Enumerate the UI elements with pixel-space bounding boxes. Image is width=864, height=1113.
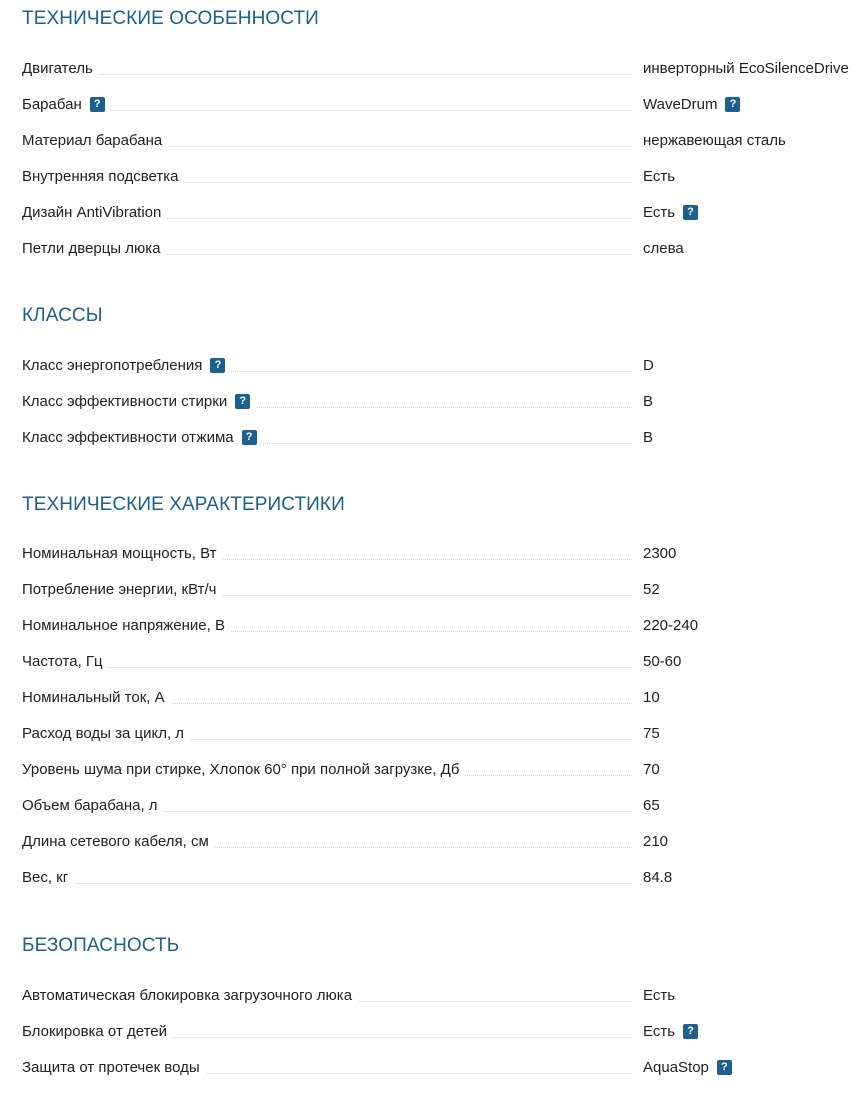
spec-value: 2300 bbox=[643, 545, 677, 562]
spec-label: Внутренняя подсветка bbox=[22, 159, 184, 195]
spec-label-text: Класс энергопотребления bbox=[22, 357, 203, 374]
spec-value: слева bbox=[643, 240, 684, 257]
spec-label: Номинальный ток, А bbox=[22, 680, 171, 716]
spec-value: Есть bbox=[643, 987, 676, 1004]
spec-value-text: AquaStop bbox=[643, 1059, 709, 1076]
spec-label-with-help bbox=[22, 348, 231, 384]
spec-row bbox=[0, 572, 864, 608]
spec-label: Расход воды за цикл, л bbox=[22, 716, 190, 752]
spec-value-with-help bbox=[643, 195, 698, 231]
spec-value-text: Есть bbox=[643, 1023, 676, 1040]
spec-row bbox=[0, 860, 864, 896]
section-technical-specs bbox=[0, 493, 864, 886]
spec-label: Двигатель bbox=[22, 51, 99, 87]
spec-label: Уровень шума при стирке, Хлопок 60° при полной загрузке, Дб bbox=[22, 752, 465, 788]
spec-row-door-hinges bbox=[0, 231, 864, 267]
help-icon[interactable]: ? bbox=[683, 1024, 698, 1039]
spec-label: Защита от протечек воды bbox=[22, 1050, 206, 1086]
section-title: КЛАССЫ bbox=[22, 305, 103, 326]
section-title: БЕЗОПАСНОСТЬ bbox=[22, 935, 180, 956]
spec-value: B bbox=[643, 393, 654, 410]
help-icon[interactable]: ? bbox=[90, 97, 105, 112]
section-title: ТЕХНИЧЕСКИЕ ХАРАКТЕРИСТИКИ bbox=[22, 494, 345, 515]
spec-value: 65 bbox=[643, 797, 660, 814]
spec-label: Петли дверцы люка bbox=[22, 231, 166, 267]
spec-label: Потребление энергии, кВт/ч bbox=[22, 572, 222, 608]
spec-row-spin-class bbox=[0, 420, 864, 456]
spec-row-child-lock bbox=[0, 1014, 864, 1050]
spec-row bbox=[0, 824, 864, 860]
spec-label-text: Барабан bbox=[22, 96, 82, 113]
spec-value: 70 bbox=[643, 761, 660, 778]
spec-value-text: Есть bbox=[643, 204, 676, 221]
spec-row-motor bbox=[0, 51, 864, 87]
spec-label-with-help bbox=[22, 384, 256, 420]
spec-value: 220-240 bbox=[643, 617, 699, 634]
help-icon[interactable]: ? bbox=[235, 394, 250, 409]
spec-row bbox=[0, 644, 864, 680]
spec-value: 210 bbox=[643, 833, 669, 850]
help-icon[interactable]: ? bbox=[242, 430, 257, 445]
spec-row-door-lock bbox=[0, 978, 864, 1014]
spec-value: Есть bbox=[643, 168, 676, 185]
help-icon[interactable]: ? bbox=[683, 205, 698, 220]
row-dotted-leader bbox=[22, 74, 632, 75]
section-technical-features bbox=[0, 7, 864, 257]
spec-label: Объем барабана, л bbox=[22, 788, 164, 824]
spec-label: Длина сетевого кабеля, см bbox=[22, 824, 215, 860]
spec-label: Номинальное напряжение, В bbox=[22, 608, 231, 644]
spec-row bbox=[0, 608, 864, 644]
spec-row-antivibration bbox=[0, 195, 864, 231]
row-dotted-leader bbox=[22, 667, 632, 668]
spec-value-with-help bbox=[643, 87, 740, 123]
spec-value-text: WaveDrum bbox=[643, 96, 718, 113]
spec-label: Номинальная мощность, Вт bbox=[22, 536, 223, 572]
spec-value: 84.8 bbox=[643, 869, 673, 886]
spec-row-drum bbox=[0, 87, 864, 123]
row-dotted-leader bbox=[22, 110, 632, 111]
spec-row-drum-material bbox=[0, 123, 864, 159]
spec-label: Материал барабана bbox=[22, 123, 168, 159]
spec-label: Дизайн AntiVibration bbox=[22, 195, 167, 231]
spec-label-text: Класс эффективности стирки bbox=[22, 393, 228, 410]
spec-row bbox=[0, 752, 864, 788]
spec-label: Частота, Гц bbox=[22, 644, 109, 680]
spec-value: инверторный EcoSilenceDrive bbox=[643, 60, 849, 77]
spec-label-text: Класс эффективности отжима bbox=[22, 429, 234, 446]
spec-row-inner-light bbox=[0, 159, 864, 195]
spec-value: 50-60 bbox=[643, 653, 682, 670]
spec-row-leak-protection bbox=[0, 1050, 864, 1086]
spec-row bbox=[0, 788, 864, 824]
row-dotted-leader bbox=[22, 883, 632, 884]
spec-label: Блокировка от детей bbox=[22, 1014, 173, 1050]
spec-value: нержавеющая сталь bbox=[643, 132, 786, 149]
spec-value-with-help bbox=[643, 1014, 698, 1050]
help-icon[interactable]: ? bbox=[717, 1060, 732, 1075]
spec-label-with-help bbox=[22, 87, 111, 123]
spec-label-with-help bbox=[22, 420, 263, 456]
spec-row bbox=[0, 536, 864, 572]
spec-label: Автоматическая блокировка загрузочного люка bbox=[22, 978, 358, 1014]
spec-value: 52 bbox=[643, 581, 660, 598]
section-title: ТЕХНИЧЕСКИЕ ОСОБЕННОСТИ bbox=[22, 8, 319, 29]
spec-row bbox=[0, 680, 864, 716]
spec-row-wash-class bbox=[0, 384, 864, 420]
help-icon[interactable]: ? bbox=[210, 358, 225, 373]
section-safety bbox=[0, 934, 864, 1076]
spec-label: Вес, кг bbox=[22, 860, 74, 896]
spec-value: B bbox=[643, 429, 654, 446]
spec-value: 75 bbox=[643, 725, 660, 742]
spec-value-with-help bbox=[643, 1050, 732, 1086]
section-classes bbox=[0, 304, 864, 446]
spec-row-energy-class bbox=[0, 348, 864, 384]
spec-value: D bbox=[643, 357, 654, 374]
spec-row bbox=[0, 716, 864, 752]
help-icon[interactable]: ? bbox=[725, 97, 740, 112]
spec-value: 10 bbox=[643, 689, 660, 706]
